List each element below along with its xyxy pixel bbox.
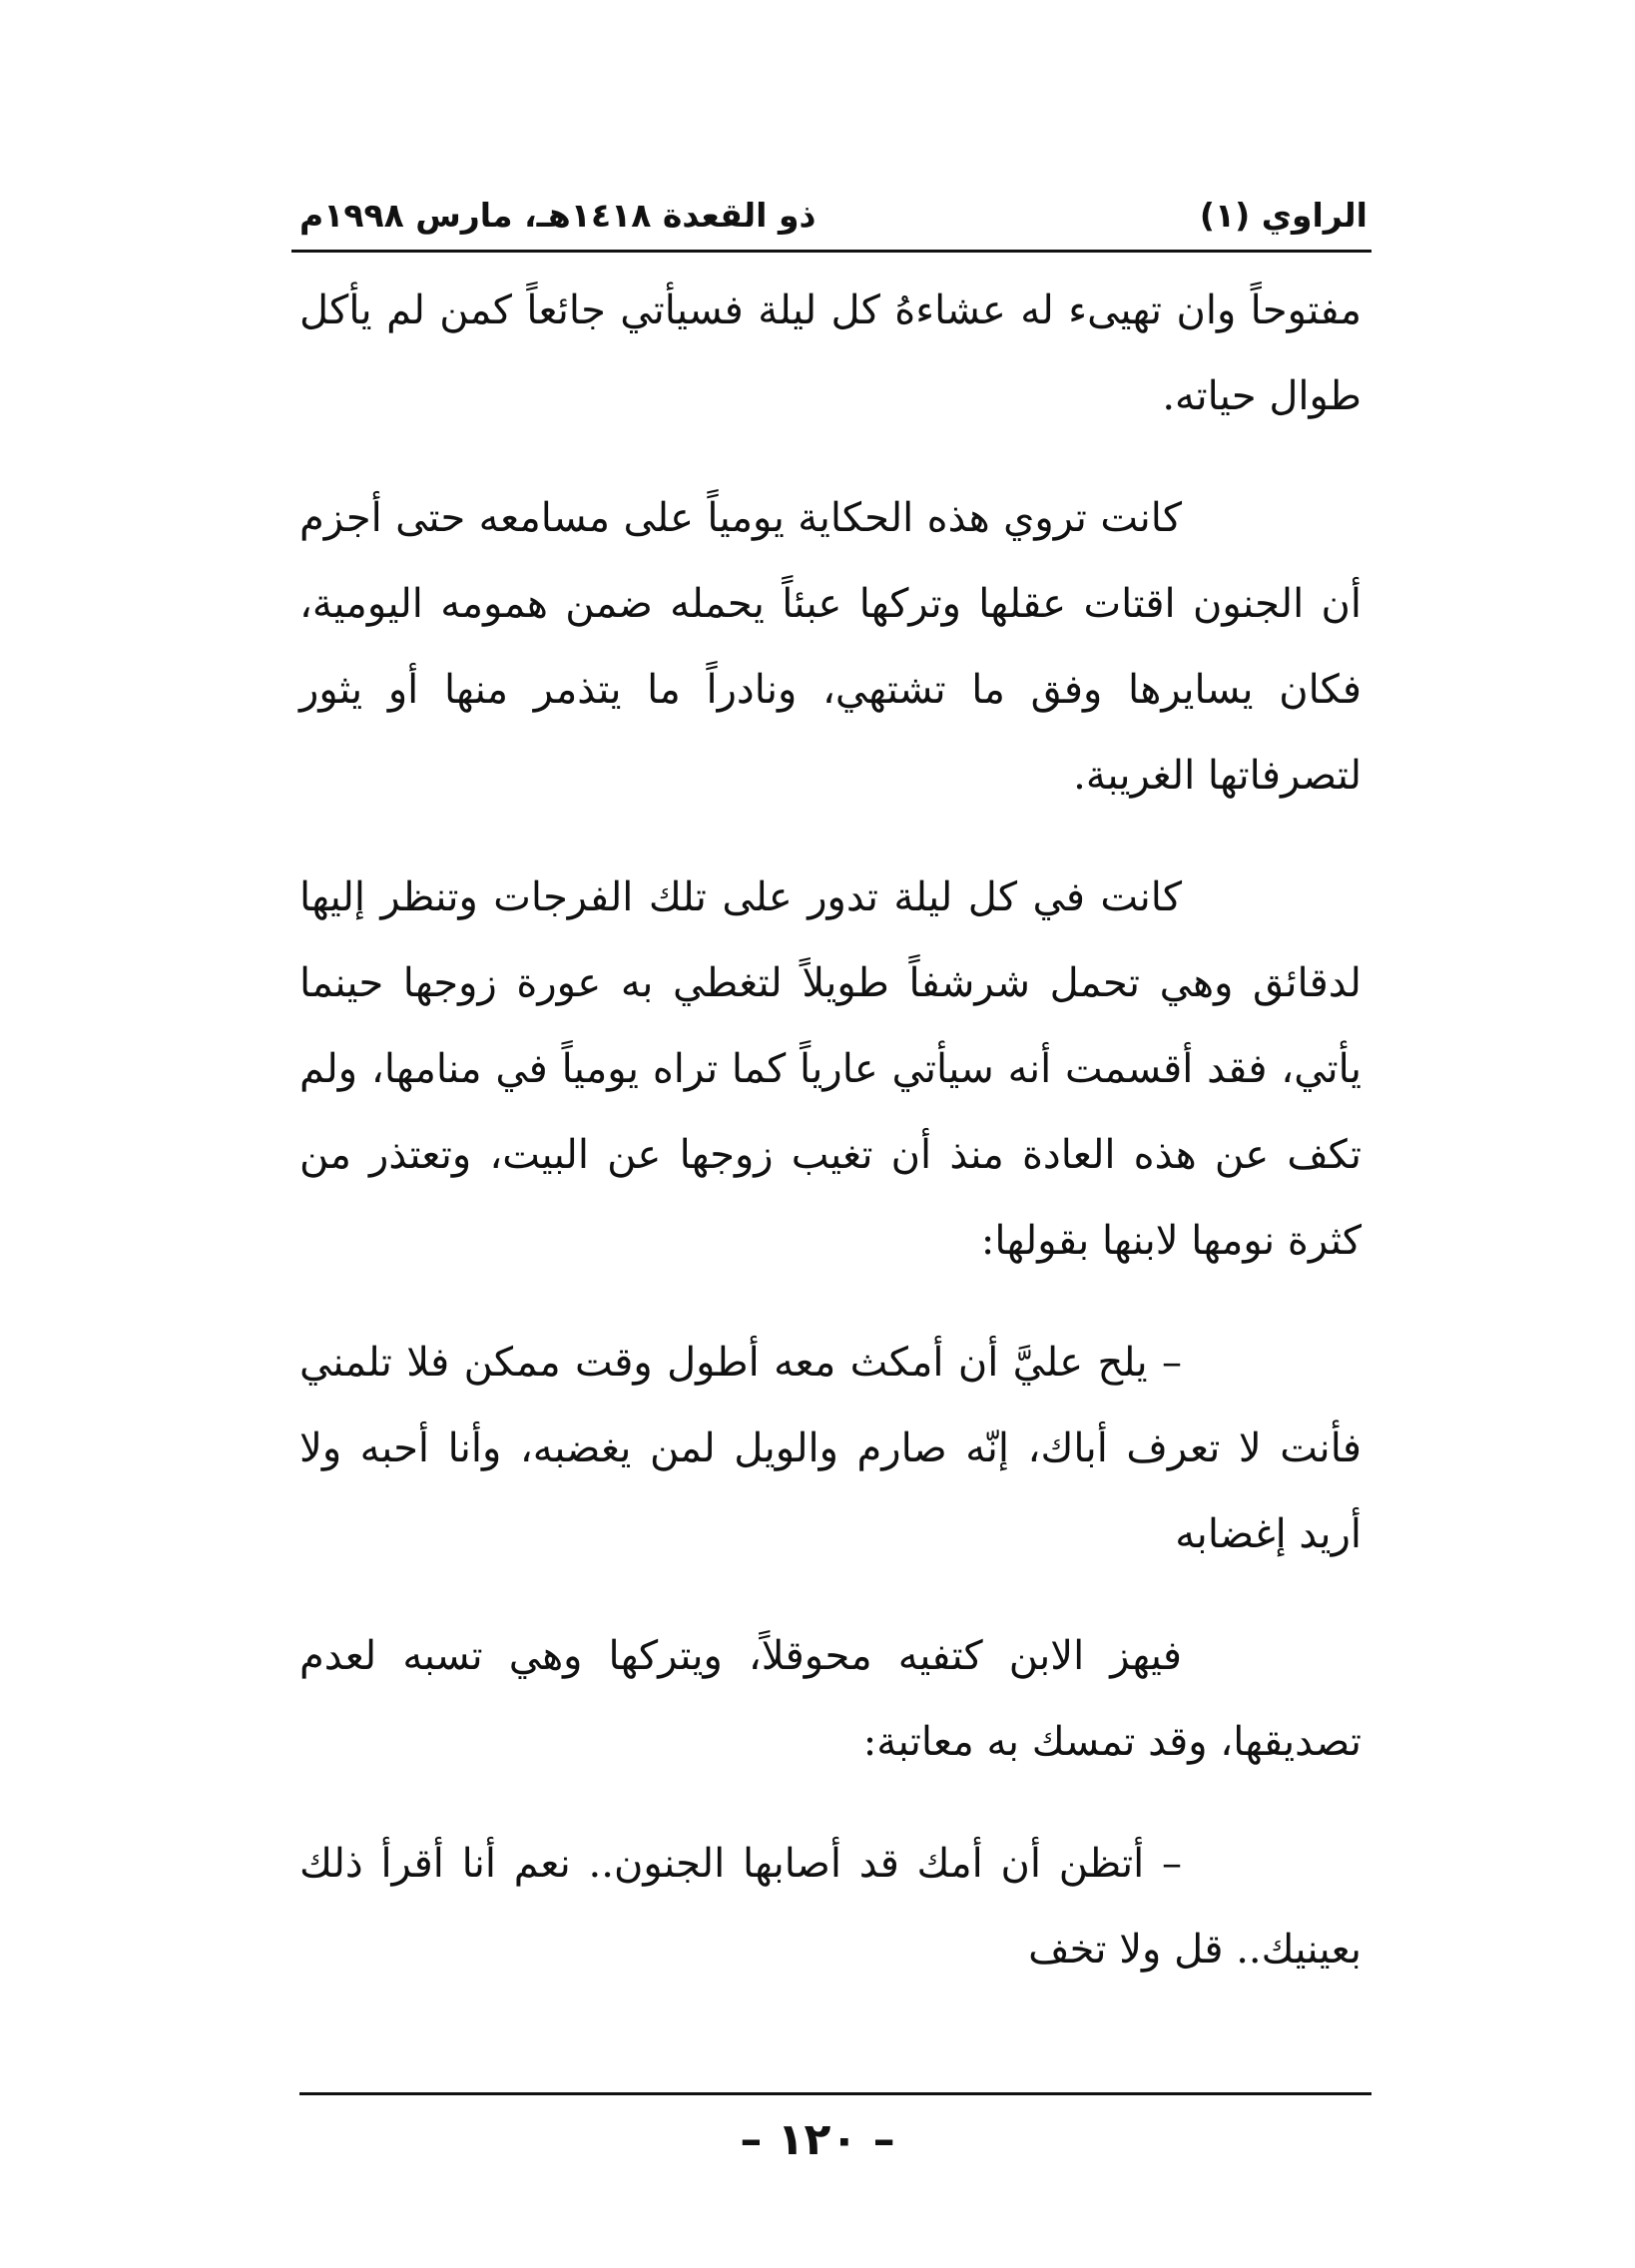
paragraph: فيهز الابن كتفيه محوقلاً، ويتركها وهي تسبه لعدم تصديقها، وقد تمسك به معاتبة: xyxy=(299,1633,1362,1765)
footer-divider xyxy=(299,2092,1371,2095)
dialogue-paragraph: – أتظن أن أمك قد أصابها الجنون.. نعم أنا أقرأ ذلك بعينيك.. قل ولا تخف xyxy=(299,1841,1362,1973)
body-text xyxy=(299,268,1362,2028)
paragraph: كانت في كل ليلة تدور على تلك الفرجات وتنظر إليها لدقائق وهي تحمل شرشفاً طويلاً لتغطي به عورة زوجها حينما يأتي، فقد أقسمت أنه سيأتي عارياً كما تراه يومياً في منامها، ولم تكف عن هذه العادة منذ أن تغيب زوجها عن البيت، وتعتذر من كثرة نومها لابنها بقولها: xyxy=(299,874,1362,1264)
paragraph: كانت تروي هذه الحكاية يومياً على مسامعه حتى أجزم أن الجنون اقتات عقلها وتركها عبئاً يحمله ضمن همومه اليومية، فكان يسايرها وفق ما تشتهي، ونادراً ما يتذمر منها أو يثور لتصرفاتها الغريبة. xyxy=(299,495,1362,799)
issue-date: ذو القعدة ١٤١٨هـ، مارس ١٩٩٨م xyxy=(299,195,817,235)
page-number: – ١٢٠ – xyxy=(740,2114,895,2165)
journal-title: الراوي (١) xyxy=(1199,195,1367,235)
paragraph: مفتوحاً وان تهيىء له عشاءهُ كل ليلة فسيأتي جائعاً كمن لم يأكل طوال حياته. xyxy=(299,287,1362,419)
running-header xyxy=(299,180,1367,250)
header-divider xyxy=(291,250,1371,253)
dialogue-paragraph: – يلح عليَّ أن أمكث معه أطول وقت ممكن فلا تلمني فأنت لا تعرف أباك، إنّه صارم والويل لمن يغضبه، وأنا أحبه ولا أريد إغضابه xyxy=(299,1340,1362,1557)
